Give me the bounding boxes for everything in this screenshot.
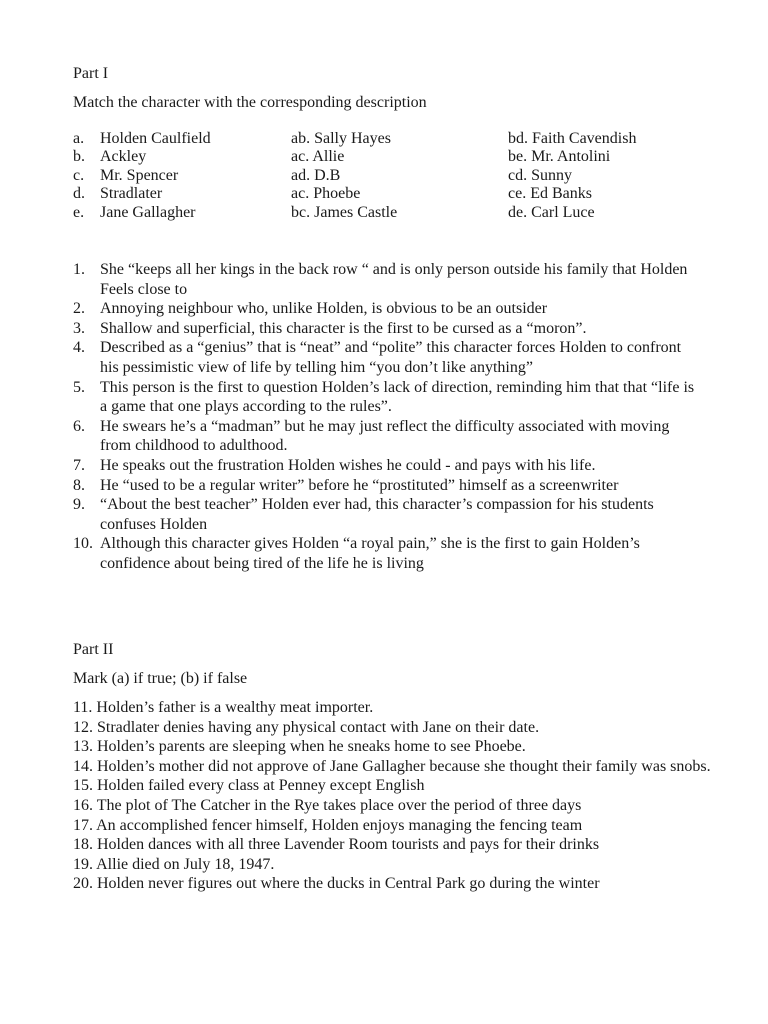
statement-item: 14. Holden’s mother did not approve of Jane Gallagher because she thought their family was snobs.	[73, 757, 711, 775]
description-item	[73, 495, 703, 534]
description-text: Described as a “genius” that is “neat” and “polite” this character forces Holden to confront his pessimistic view of life by telling him “you don’t like anything”	[100, 339, 682, 376]
option-name: Ed Banks	[530, 185, 592, 203]
option-key: a.	[73, 130, 85, 147]
option-name: James Castle	[314, 203, 398, 221]
character-option	[73, 167, 211, 185]
description-list	[73, 260, 703, 574]
statement-item: 19. Allie died on July 18, 1947.	[73, 855, 275, 873]
part1-instruction: Match the character with the corresponding description	[73, 94, 427, 111]
statement-item: 12. Stradlater denies having any physical contact with Jane on their date.	[73, 718, 540, 736]
description-item	[73, 378, 703, 417]
part2-section	[73, 640, 733, 894]
option-name: Sunny	[531, 166, 573, 184]
character-match-table	[73, 130, 733, 222]
description-item	[73, 319, 703, 339]
description-text: This person is the first to question Holden’s lack of direction, reminding him that that “life is a game that one plays according to the rules”.	[100, 378, 695, 416]
character-option	[508, 148, 636, 166]
option-key: d.	[73, 185, 85, 203]
true-false-list	[73, 698, 733, 894]
statement-item: 18. Holden dances with all three Lavender Room tourists and pays for their drinks	[73, 836, 600, 854]
character-option	[73, 185, 211, 203]
description-item	[73, 299, 703, 319]
item-number: 5.	[73, 378, 85, 396]
description-text: Although this character gives Holden “a royal pain,” she is the first to gain Holden’s confidence about being tired of the life he is living	[100, 535, 640, 572]
statement-item: 15. Holden failed every class at Penney except English	[73, 777, 425, 795]
option-key: be.	[508, 148, 528, 166]
item-number: 7.	[73, 456, 85, 474]
description-item	[73, 260, 703, 299]
character-column-3	[508, 130, 636, 222]
option-name: Sally Hayes	[314, 130, 391, 147]
statement-item: 16. The plot of The Catcher in the Rye takes place over the period of three days	[73, 796, 582, 814]
option-key: c.	[73, 166, 85, 184]
character-option	[291, 185, 397, 203]
option-name: Carl Luce	[531, 203, 595, 221]
item-number: 4.	[73, 339, 85, 357]
option-name: Holden Caulfield	[100, 130, 211, 147]
option-key: ce.	[508, 185, 527, 203]
description-text: He speaks out the frustration Holden wishes he could - and pays with his life.	[100, 456, 596, 474]
item-number: 1.	[73, 261, 85, 278]
description-item	[73, 534, 703, 573]
item-number: 9.	[73, 496, 85, 514]
item-number: 10.	[73, 535, 93, 553]
character-option	[291, 148, 397, 166]
character-column-2	[291, 130, 397, 222]
option-name: Mr. Antolini	[531, 148, 611, 166]
option-key: ad.	[291, 166, 311, 184]
option-name: Allie	[312, 148, 345, 166]
statement-item: 17. An accomplished fencer himself, Holden enjoys managing the fencing team	[73, 816, 583, 834]
description-item	[73, 456, 703, 476]
character-option	[73, 148, 211, 166]
option-name: Ackley	[100, 148, 147, 166]
part2-instruction: Mark (a) if true; (b) if false	[73, 670, 248, 687]
character-option	[508, 204, 636, 222]
item-number: 2.	[73, 300, 85, 318]
character-option	[291, 167, 397, 185]
option-key: bd.	[508, 130, 528, 147]
character-option	[508, 130, 636, 148]
item-number: 3.	[73, 319, 85, 337]
character-option	[73, 204, 211, 222]
statement-item: 20. Holden never figures out where the ducks in Central Park go during the winter	[73, 875, 600, 893]
option-key: cd.	[508, 166, 528, 184]
description-item	[73, 476, 703, 496]
document-page	[73, 64, 733, 893]
statement-item: 13. Holden’s parents are sleeping when he sneaks home to see Phoebe.	[73, 738, 526, 756]
character-option	[291, 204, 397, 222]
character-option	[291, 130, 397, 148]
option-name: Phoebe	[313, 185, 361, 203]
option-name: Faith Cavendish	[532, 130, 637, 147]
option-key: de.	[508, 203, 528, 221]
part2-title: Part II	[73, 641, 114, 658]
option-name: Mr. Spencer	[100, 166, 179, 184]
description-text: Shallow and superficial, this character is the first to be cursed as a “moron”.	[100, 319, 587, 337]
description-text: He “used to be a regular writer” before he “prostituted” himself as a screenwriter	[100, 476, 619, 494]
description-text: Annoying neighbour who, unlike Holden, is obvious to be an outsider	[100, 300, 548, 318]
option-key: ac.	[291, 148, 310, 166]
character-column-1	[73, 130, 211, 222]
description-item	[73, 417, 703, 456]
statement-item: 11. Holden’s father is a wealthy meat importer.	[73, 699, 374, 716]
description-text: She “keeps all her kings in the back row “ and is only person outside his family that Holden Feels close to	[100, 261, 688, 298]
option-key: bc.	[291, 203, 311, 221]
option-key: b.	[73, 148, 85, 166]
item-number: 6.	[73, 417, 85, 435]
option-key: e.	[73, 203, 85, 221]
character-option	[508, 167, 636, 185]
option-name: Jane Gallagher	[100, 203, 196, 221]
character-option	[508, 185, 636, 203]
description-text: He swears he’s a “madman” but he may just reflect the difficulty associated with moving from childhood to adulthood.	[100, 417, 670, 455]
option-key: ac.	[291, 185, 310, 203]
character-option	[73, 130, 211, 148]
description-text: “About the best teacher” Holden ever had, this character’s compassion for his students confuses Holden	[100, 496, 654, 533]
description-item	[73, 338, 703, 377]
option-name: D.B	[314, 166, 341, 184]
item-number: 8.	[73, 476, 85, 494]
part1-title: Part I	[73, 65, 109, 82]
option-key: ab.	[291, 130, 311, 147]
option-name: Stradlater	[100, 185, 163, 203]
